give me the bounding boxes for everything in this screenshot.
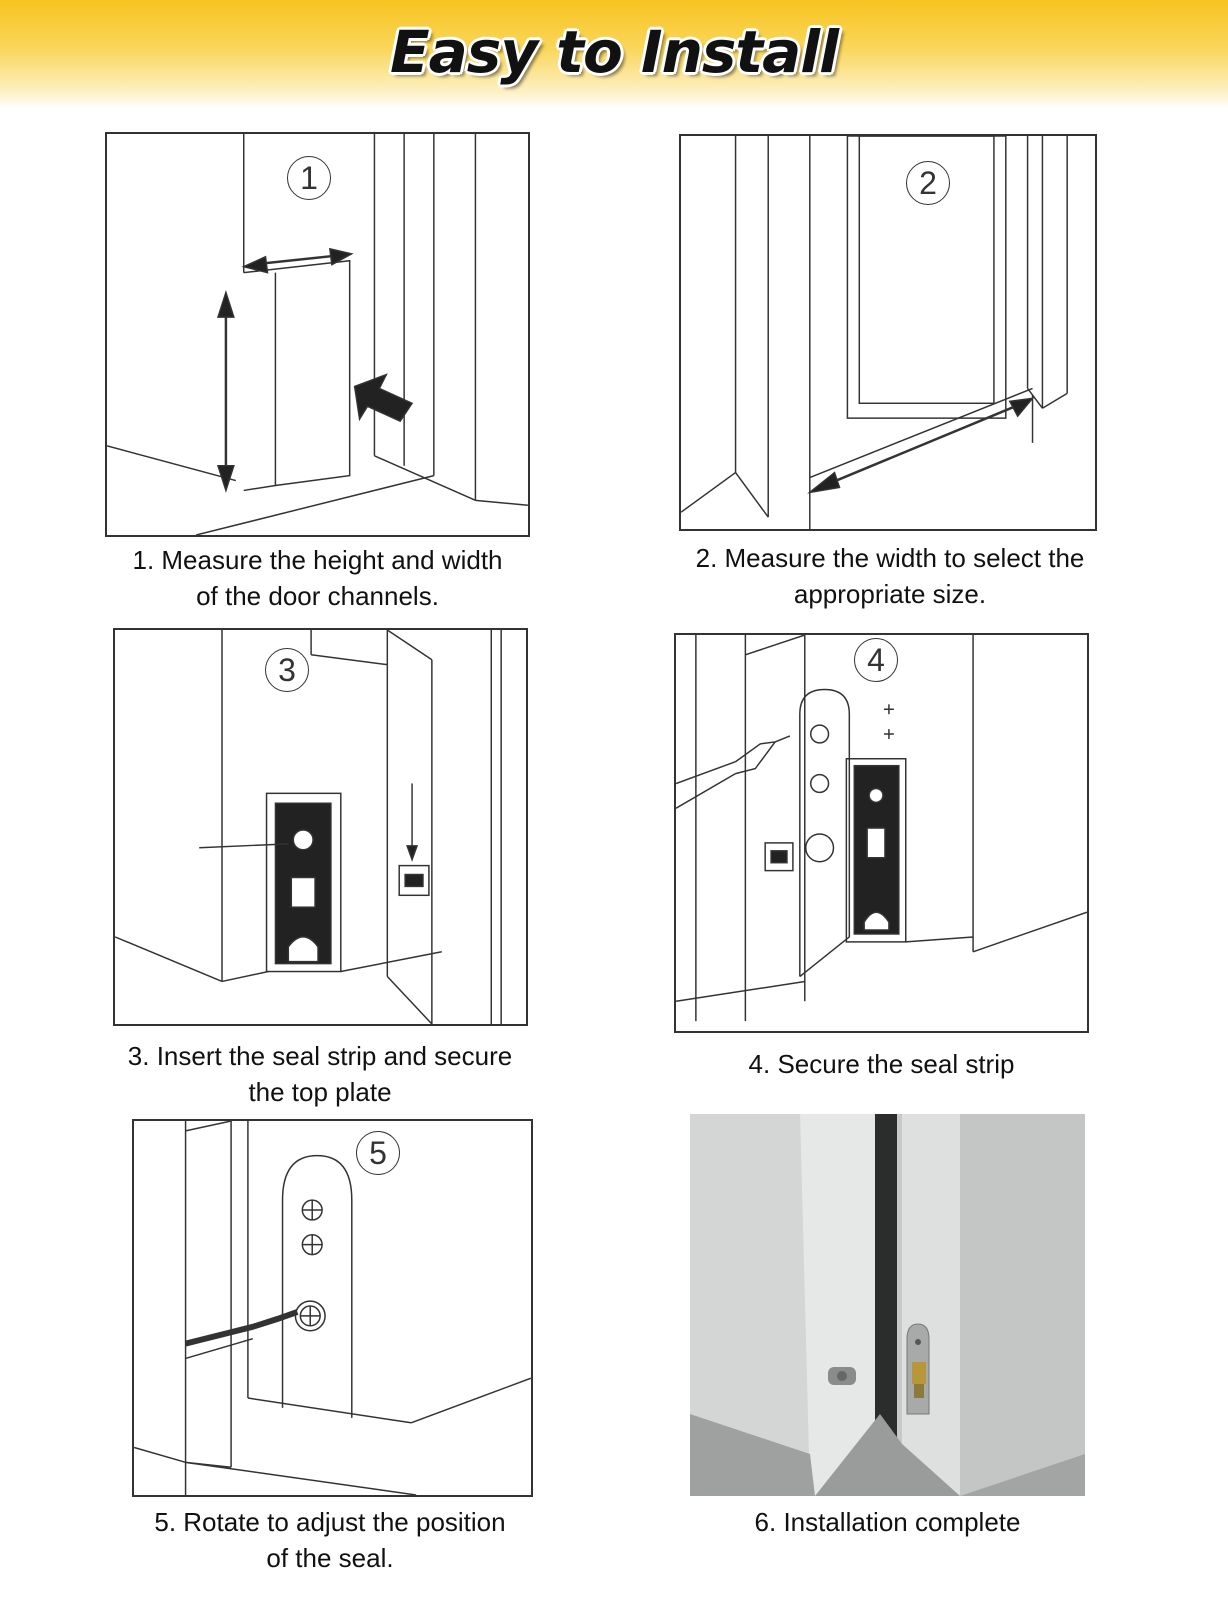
page-title: Easy to Install [389,18,839,86]
step-2-illustration [679,134,1097,531]
step-3-badge: 3 [265,648,309,692]
step-6-caption: 6. Installation complete [754,1507,1021,1537]
step-3-caption: 3. Insert the seal strip and secure the top plate [127,1041,513,1107]
step-5-illustration [132,1119,533,1497]
step-4-caption: 4. Secure the seal strip [748,1049,1015,1079]
header-banner [0,0,1228,108]
step-1-caption: 1. Measure the height and width of the door channels. [132,545,503,611]
step-2-caption: 2. Measure the width to select the appropriate size. [695,543,1085,609]
step-1-badge: 1 [287,156,331,200]
step-6-photo [690,1114,1085,1496]
step-5-badge: 5 [356,1131,400,1175]
step-5-caption: 5. Rotate to adjust the position of the seal. [154,1507,506,1573]
step-1-illustration [105,132,530,537]
step-3-illustration [113,628,528,1026]
step-4-illustration [674,633,1089,1033]
step-4-badge: 4 [854,638,898,682]
step-2-badge: 2 [906,161,950,205]
